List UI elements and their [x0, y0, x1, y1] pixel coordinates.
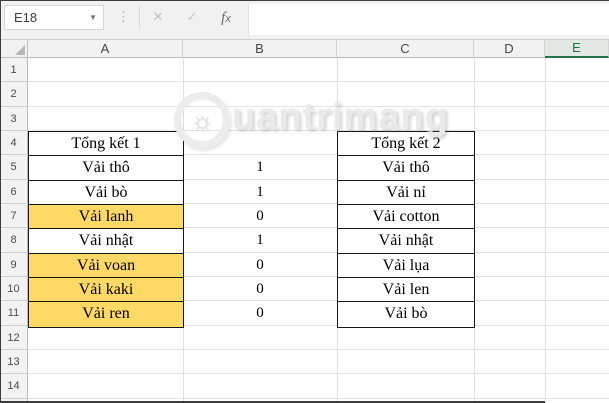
insert-function-button[interactable]: fx	[221, 10, 231, 26]
row-header-13[interactable]: 13	[0, 350, 28, 374]
formula-bar-input[interactable]	[248, 4, 609, 35]
row-header-8[interactable]: 8	[0, 228, 28, 252]
summary-table-2	[337, 131, 475, 328]
watermark-lightbulb-logo-icon: ☼	[174, 92, 230, 148]
column-header-b[interactable]: B	[183, 40, 337, 58]
toolbar-separator	[139, 6, 140, 29]
cell-a4[interactable]: Tổng kết 1	[29, 132, 183, 156]
column-header-c[interactable]: C	[337, 40, 474, 58]
row-header-6[interactable]: 6	[0, 180, 28, 204]
cell-c9[interactable]: Vải lụa	[338, 254, 474, 278]
cell-c10[interactable]: Vải len	[338, 278, 474, 302]
row-header-2[interactable]: 2	[0, 82, 28, 106]
column-b-values	[183, 155, 337, 325]
cell-b5[interactable]: 1	[256, 159, 264, 176]
screenshot-border-left	[0, 0, 1, 403]
column-header-e[interactable]: E	[545, 40, 609, 58]
row-header-9[interactable]: 9	[0, 253, 28, 277]
cell-b10[interactable]: 0	[256, 281, 264, 298]
cell-c7[interactable]: Vải cotton	[338, 205, 474, 229]
cell-a5[interactable]: Vải thô	[29, 156, 183, 180]
row-header-14[interactable]: 14	[0, 374, 28, 398]
row-header-7[interactable]: 7	[0, 204, 28, 228]
screenshot-border-top	[0, 0, 609, 1]
cell-a9[interactable]: Vải voan	[29, 254, 183, 278]
column-headers	[0, 40, 609, 58]
fx-icon: f	[221, 10, 226, 26]
row-header-12[interactable]: 12	[0, 326, 28, 350]
select-all-button[interactable]	[0, 40, 28, 58]
row-header-5[interactable]: 5	[0, 155, 28, 179]
column-header-d[interactable]: D	[474, 40, 545, 58]
column-header-a[interactable]: A	[28, 40, 183, 58]
row-header-3[interactable]: 3	[0, 107, 28, 131]
enter-icon: ✓	[186, 9, 198, 24]
watermark-text: uantrimang	[232, 96, 449, 138]
name-box[interactable]	[4, 5, 104, 30]
name-box-resize-dots-icon[interactable]: ⋮	[117, 9, 129, 24]
row-header-1[interactable]: 1	[0, 58, 28, 82]
cell-b6[interactable]: 1	[256, 183, 264, 200]
formula-bar-strip	[0, 0, 609, 40]
name-box-dropdown-icon[interactable]: ▼	[89, 13, 97, 22]
cell-a6[interactable]: Vải bò	[29, 181, 183, 205]
select-all-triangle-icon	[15, 45, 25, 55]
cell-a10[interactable]: Vải kaki	[29, 278, 183, 302]
row-header-4[interactable]: 4	[0, 131, 28, 155]
row-header-10[interactable]: 10	[0, 277, 28, 301]
enter-button[interactable]	[178, 5, 206, 30]
cell-c8[interactable]: Vải nhật	[338, 229, 474, 253]
cell-c6[interactable]: Vải nỉ	[338, 181, 474, 205]
cell-c4[interactable]: Tổng kết 2	[338, 132, 474, 156]
gridline-de	[545, 58, 546, 403]
row-header-11[interactable]: 11	[0, 301, 28, 325]
sheet-grid	[0, 40, 609, 403]
cell-a7[interactable]: Vải lanh	[29, 205, 183, 229]
cell-c5[interactable]: Vải thô	[338, 156, 474, 180]
summary-table-1	[28, 131, 184, 328]
cancel-button[interactable]	[144, 5, 172, 30]
cell-b9[interactable]: 0	[256, 256, 264, 273]
cell-b11[interactable]: 0	[256, 305, 264, 322]
cell-a8[interactable]: Vải nhật	[29, 229, 183, 253]
row-headers	[0, 58, 28, 403]
cell-b7[interactable]: 0	[256, 208, 264, 225]
cell-c11[interactable]: Vải bò	[338, 302, 474, 326]
cell-b8[interactable]: 1	[256, 232, 264, 249]
name-box-value: E18	[14, 10, 38, 25]
cell-a11[interactable]: Vải ren	[29, 302, 183, 326]
cancel-icon: ✕	[152, 9, 164, 24]
